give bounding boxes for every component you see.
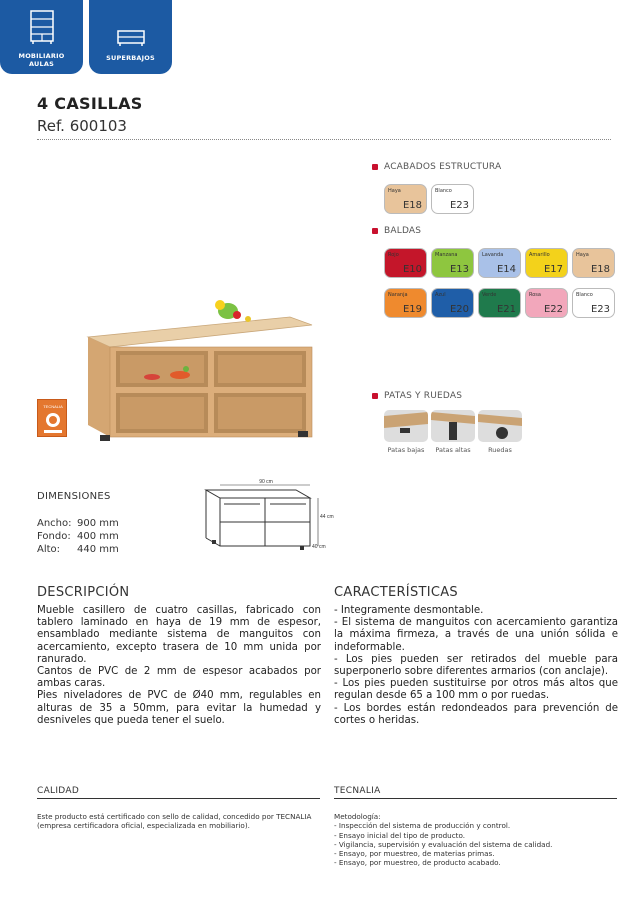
tecnalia-logo <box>37 399 67 437</box>
swatch-name: Azul <box>435 292 446 298</box>
swatch-code: E20 <box>449 304 469 315</box>
color-swatch[interactable] <box>431 248 474 278</box>
dimension-depth-label: 40 cm <box>312 544 326 550</box>
swatch-name: Blanco <box>576 292 593 298</box>
product-image <box>80 295 320 447</box>
descripcion-paragraph: Cantos de PVC de 2 mm de espesor acabados por ambas caras. <box>37 666 321 690</box>
svg-text:TECNALIA: TECNALIA <box>43 404 63 409</box>
dimension-width-label: 90 cm <box>259 479 273 485</box>
tecnalia-divider <box>334 798 617 799</box>
swatch-code: E10 <box>402 264 422 275</box>
swatch-name: Haya <box>388 188 401 194</box>
patas-altas-label: Patas altas <box>435 446 471 454</box>
swatch-code: E14 <box>496 264 516 275</box>
patas-bajas-image <box>384 410 428 442</box>
patas-heading: PATAS Y RUEDAS <box>372 391 462 401</box>
tecnalia-line: - Ensayo, por muestreo, de materias primas. <box>334 849 495 859</box>
color-swatch[interactable] <box>384 288 427 318</box>
tab-mobiliario-aulas[interactable] <box>0 0 83 74</box>
swatch-code: E18 <box>402 200 422 211</box>
tab-superbajos[interactable] <box>89 0 172 74</box>
tecnalia-line: - Ensayo inicial del tipo de producto. <box>334 830 466 840</box>
calidad-heading: CALIDAD <box>37 786 80 796</box>
swatch-name: Verde <box>482 292 497 298</box>
color-swatch[interactable] <box>525 248 568 278</box>
swatch-code: E13 <box>449 264 469 275</box>
swatch-code: E22 <box>543 304 563 315</box>
descripcion-paragraph: Mueble casillero de cuatro casillas, fabricado con tablero laminado en haya de 19 mm de espesor, ensamblado mediante sistema de manguitos con acercamiento, excepto trasera de 10 mm unida por ranurado. <box>37 605 321 665</box>
swatch-name: Rosa <box>529 292 541 298</box>
swatch-code: E19 <box>402 304 422 315</box>
swatch-code: E23 <box>590 304 610 315</box>
color-swatch[interactable] <box>572 288 615 318</box>
color-swatch[interactable] <box>478 248 521 278</box>
caracteristica-item: - Integramente desmontable. <box>334 605 484 616</box>
dimensions-heading: DIMENSIONES <box>37 491 111 502</box>
acabados-heading: ACABADOS ESTRUCTURA <box>372 162 501 172</box>
baldas-heading: BALDAS <box>372 226 421 236</box>
caracteristica-item: - El sistema de manguitos con acercamiento garantiza la máxima firmeza, a través de una unión sólida e indeformable. <box>334 617 618 653</box>
caracteristicas-list <box>334 605 618 727</box>
dimension-height-label: 44 cm <box>320 514 334 520</box>
tecnalia-line: Metodología: <box>334 812 381 821</box>
color-swatch[interactable] <box>384 184 427 214</box>
ruedas-image <box>478 410 522 442</box>
color-swatch[interactable] <box>431 184 474 214</box>
swatch-name: Amarillo <box>529 252 550 258</box>
descripcion-text <box>37 605 321 727</box>
swatch-name: Lavanda <box>482 252 504 258</box>
tecnalia-line: - Ensayo, por muestreo, de producto acabado. <box>334 858 501 868</box>
calidad-text: Este producto está certificado con sello de calidad, concedido por TECNALIA (empresa certificadora oficial, especializada en mobiliario). <box>37 812 312 831</box>
caracteristica-item: - Los pies pueden ser retirados del mueble para superponerlo sobre diferentes armarios (con anclaje). <box>334 653 618 678</box>
color-swatch[interactable] <box>478 288 521 318</box>
patas-altas-image <box>431 410 475 442</box>
descripcion-paragraph: Pies niveladores de PVC de Ø40 mm, regulables en alturas de 35 a 50mm, para evitar la humedad y desniveles que pueda tener el suelo. <box>37 690 321 726</box>
low-cabinet-icon <box>117 30 145 46</box>
tecnalia-heading: TECNALIA <box>334 786 381 796</box>
color-swatch[interactable] <box>384 248 427 278</box>
title-divider <box>37 139 611 140</box>
swatch-name: Manzana <box>435 252 458 258</box>
swatch-code: E21 <box>496 304 516 315</box>
swatch-name: Naranja <box>388 292 408 298</box>
patas-bajas-label: Patas bajas <box>387 446 425 454</box>
swatch-name: Blanco <box>435 188 452 194</box>
tab-label-line1: SUPERBAJOS <box>106 54 155 62</box>
tecnalia-line: - Inspección del sistema de producción y control. <box>334 821 511 831</box>
tab-label-line2: AULAS <box>29 60 54 68</box>
dimension-drawing <box>200 478 340 560</box>
tab-label-line1: MOBILIARIO <box>18 52 65 60</box>
cabinet-icon <box>30 10 54 44</box>
ruedas-label: Ruedas <box>488 446 512 454</box>
swatch-name: Rojo <box>388 252 399 258</box>
swatch-code: E23 <box>449 200 469 211</box>
swatch-code: E18 <box>590 264 610 275</box>
color-swatch[interactable] <box>431 288 474 318</box>
calidad-divider <box>37 798 320 799</box>
swatch-name: Haya <box>576 252 589 258</box>
tecnalia-text <box>334 812 617 868</box>
product-title: 4 CASILLAS <box>37 94 143 113</box>
dimension-row: Ancho: 900 mm <box>37 518 119 529</box>
product-ref: Ref. 600103 <box>37 117 127 135</box>
caracteristica-item: - Los pies pueden sustituirse por otros más altos que regulan desde 65 a 100 mm o por ruedas. <box>334 678 618 702</box>
caracteristicas-heading: CARACTERÍSTICAS <box>334 585 458 600</box>
dimension-row: Fondo: 400 mm <box>37 531 119 542</box>
color-swatch[interactable] <box>525 288 568 318</box>
descripcion-heading: DESCRIPCIÓN <box>37 585 130 600</box>
color-swatch[interactable] <box>572 248 615 278</box>
tecnalia-line: - Vigilancia, supervisión y evaluación del sistema de calidad. <box>334 839 553 849</box>
swatch-code: E17 <box>543 264 563 275</box>
dimension-row: Alto: 440 mm <box>37 544 119 555</box>
caracteristica-item: - Los bordes están redondeados para prevención de cortes o heridas. <box>334 702 618 726</box>
